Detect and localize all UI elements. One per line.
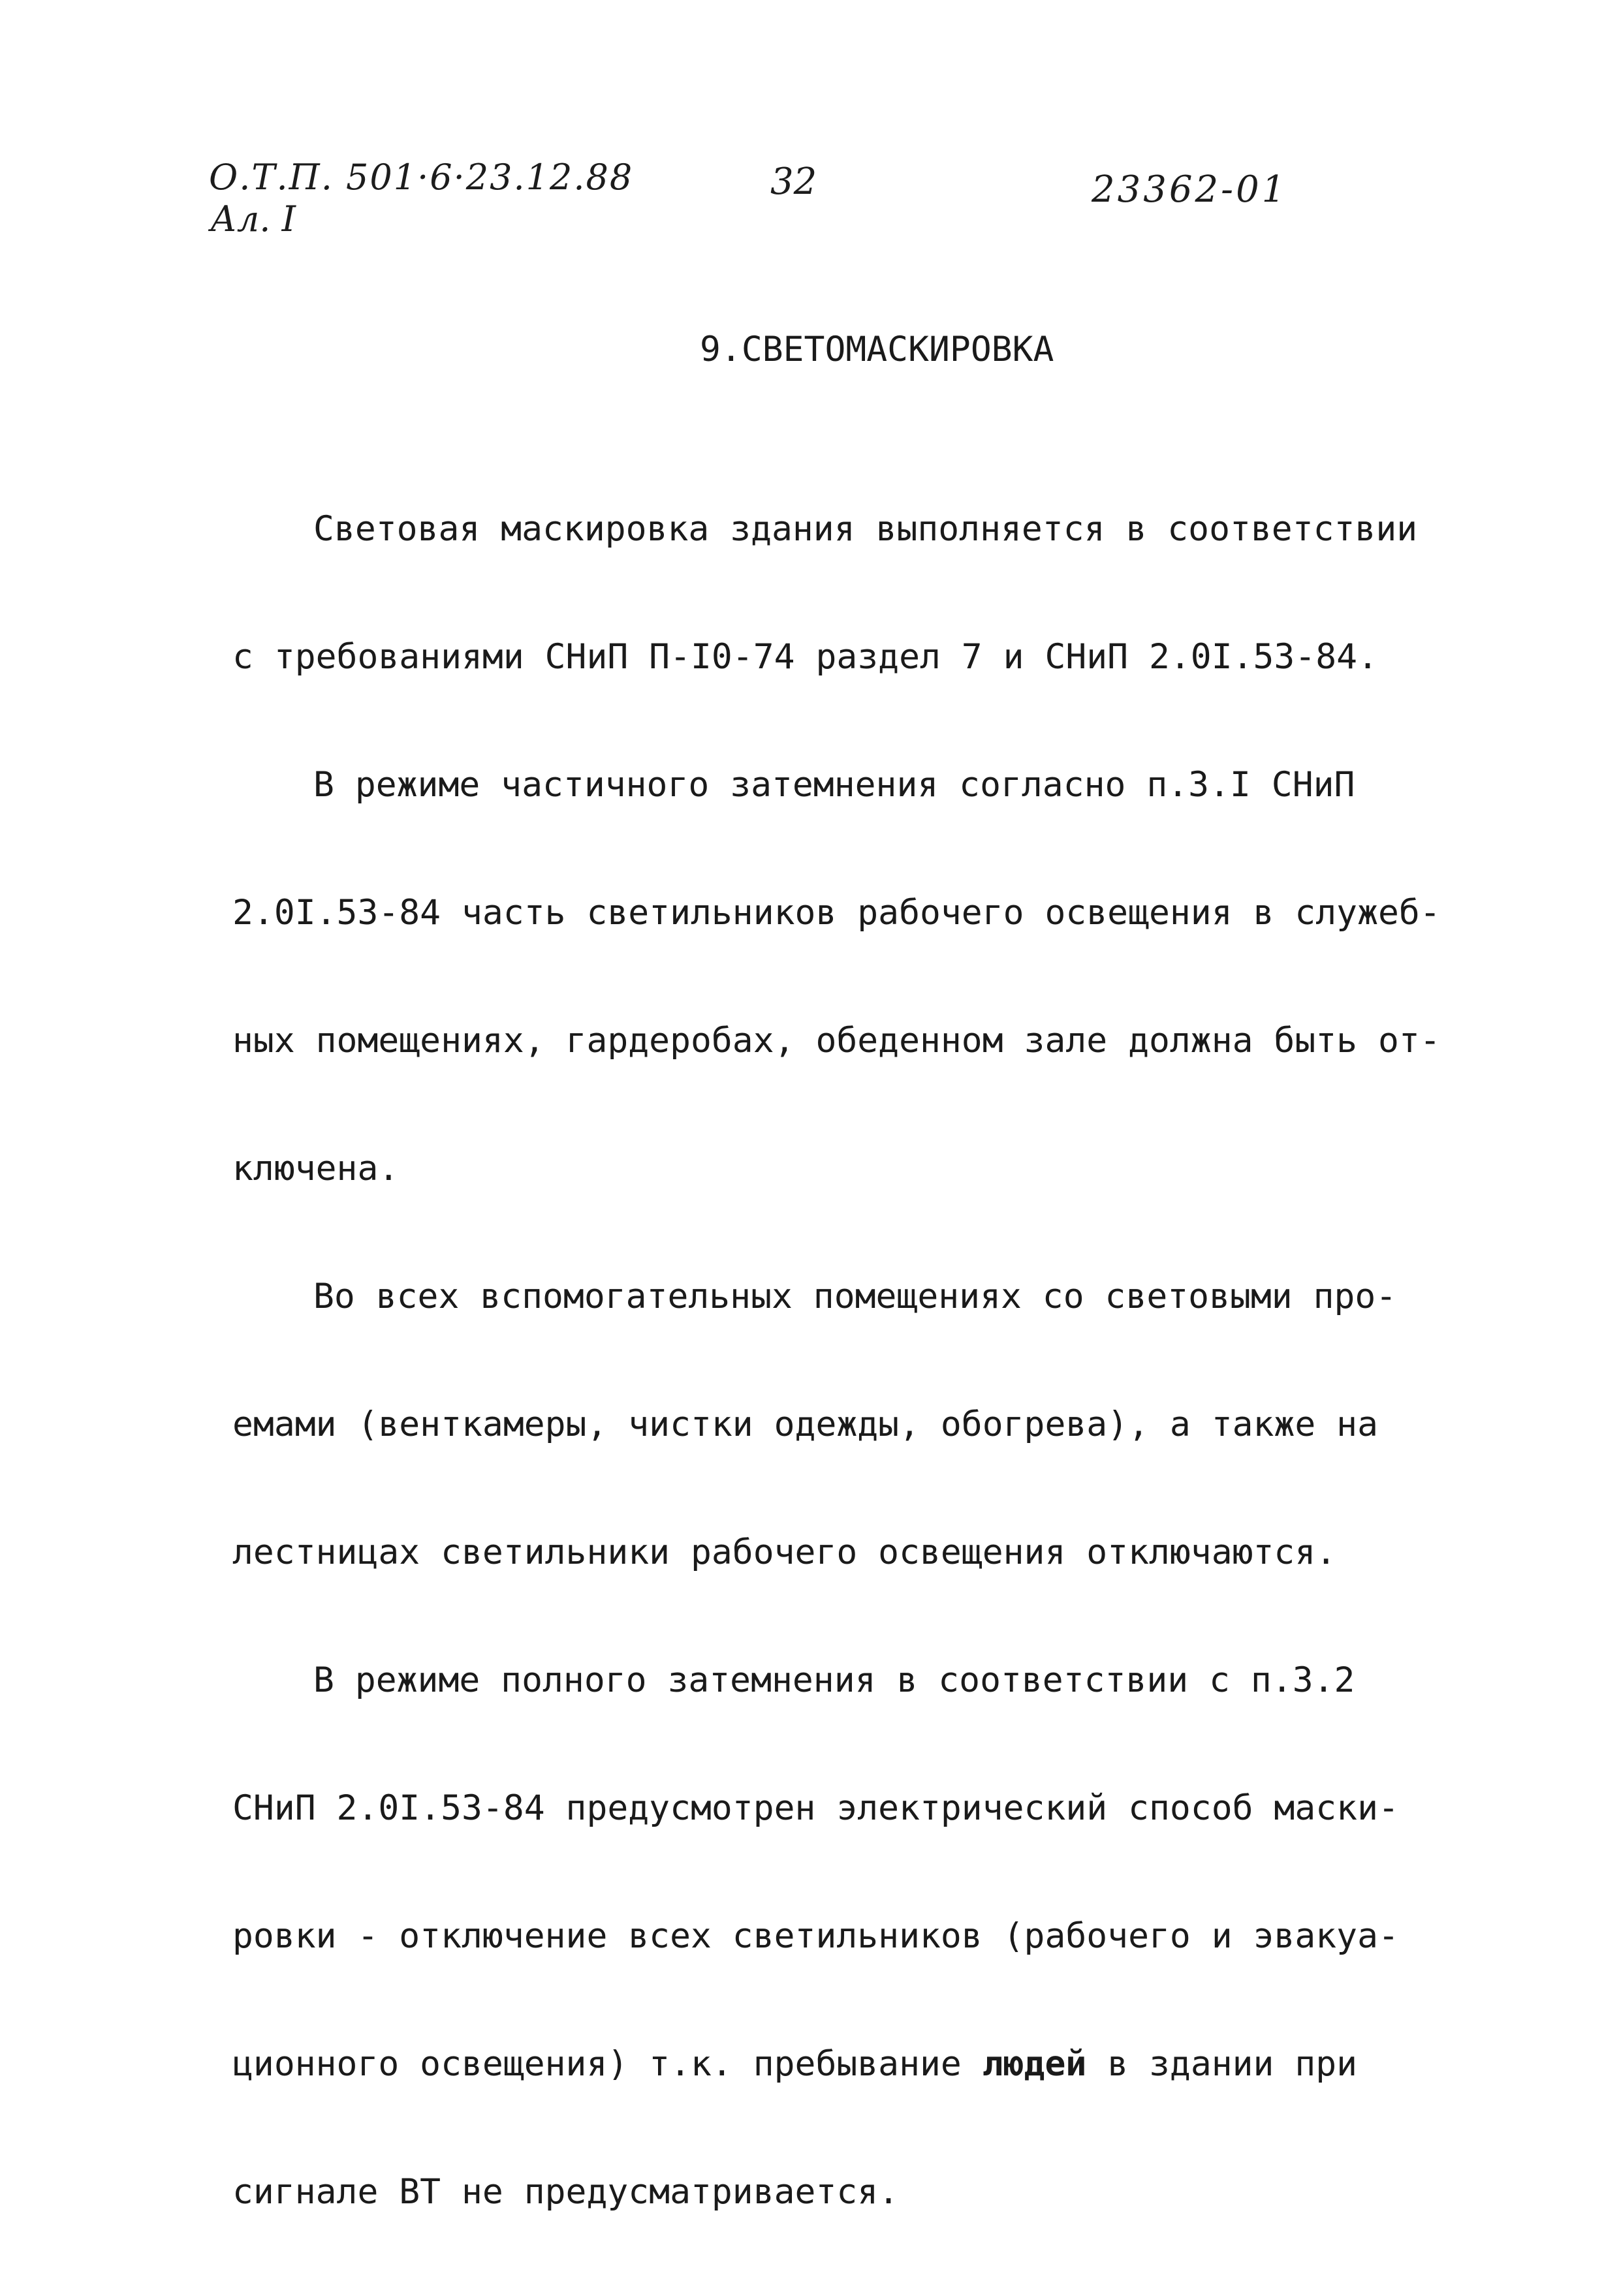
paragraph-4-line-3: ровки - отключение всех светильников (рабочего и эвакуа- <box>232 1916 1399 1956</box>
paragraph-4-line-5: сигнале ВТ не предусматривается. <box>232 2172 900 2212</box>
paragraph-3-line-2: емами (венткамеры, чистки одежды, обогрева), а также на <box>232 1404 1378 1444</box>
paragraph-2-line-2: 2.0I.53-84 часть светильников рабочего освещения в служеб- <box>232 893 1441 933</box>
paragraph-4-line-2: СНиП 2.0I.53-84 предусмотрен электрический способ маски- <box>232 1788 1399 1828</box>
handwritten-sheet-number: Ал. I <box>210 198 296 240</box>
paragraph-3-line-1: Во всех вспомогательных помещениях со световыми про- <box>313 1277 1397 1316</box>
paragraph-4-line-4 <box>232 2040 1473 2088</box>
paragraph-1-line-2: с требованиями СНиП П-I0-74 раздел 7 и СНиП 2.0I.53-84. <box>232 637 1378 677</box>
handwritten-doc-code: О.Т.П. 501·6·23.12.88 <box>209 157 634 198</box>
paragraph-3-line-3: лестницах светильники рабочего освещения отключаются. <box>232 1532 1337 1572</box>
paragraph-4-line-1: В режиме полного затемнения в соответствии с п.3.2 <box>313 1660 1355 1700</box>
handwritten-page-number: 32 <box>770 161 817 203</box>
bold-word: людей <box>982 2044 1087 2084</box>
paragraph-2-line-1: В режиме частичного затемнения согласно п.3.I СНиП <box>313 765 1355 805</box>
section-title: 9.СВЕТОМАСКИРОВКА <box>700 330 1054 369</box>
paragraph-2-line-3: ных помещениях, гардеробах, обеденном зале должна быть от- <box>232 1021 1441 1061</box>
line-4-part-1: ционного освещения) т.к. пребывание <box>232 2044 962 2084</box>
line-4-part-2: в здании при <box>1086 2044 1358 2084</box>
body-text <box>232 426 1473 2296</box>
handwritten-doc-reference: 23362-01 <box>1092 168 1288 211</box>
paragraph-1-line-1: Световая маскировка здания выполняется в соответствии <box>313 509 1418 549</box>
paragraph-2-line-4: ключена. <box>232 1149 400 1188</box>
